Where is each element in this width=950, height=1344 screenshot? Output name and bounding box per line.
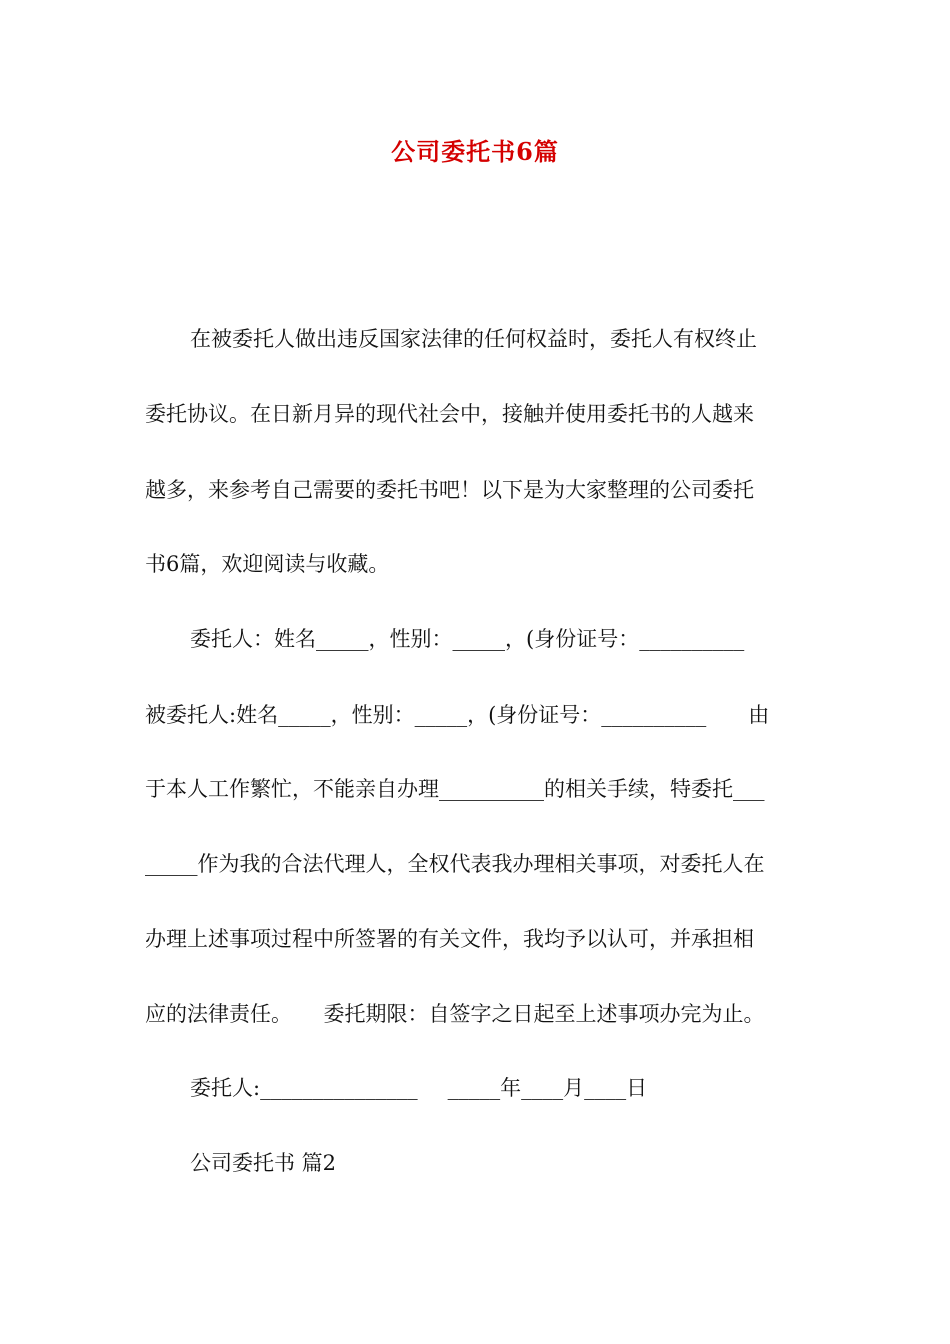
body-line-3: 于本人工作繁忙，不能亲自办理__________的相关手续，特委托___ [145,777,765,801]
body-line-6: 应的法律责任。 委托期限：自签字之日起至上述事项办完为止。 [145,1002,765,1026]
signature-line: 委托人:_______________ [190,1076,418,1100]
document-title: 公司委托书6篇 [391,137,559,166]
intro-line-1: 在被委托人做出违反国家法律的任何权益时，委托人有权终止 [190,327,757,351]
body-line-1: 委托人：姓名_____，性别：_____，(身份证号：__________ [190,627,745,651]
signature-row [190,1073,807,1103]
section-2-heading: 公司委托书 篇2 [190,1151,337,1175]
intro-line-3: 越多，来参考自己需要的委托书吧！以下是为大家整理的公司委托 [145,478,754,502]
body-line-5: 办理上述事项过程中所签署的有关文件，我均予以认可，并承担相 [145,927,754,951]
intro-line-2: 委托协议。在日新月异的现代社会中，接触并使用委托书的人越来 [145,402,754,426]
intro-line-4: 书6篇，欢迎阅读与收藏。 [145,552,390,576]
body-line-4: _____作为我的合法代理人，全权代表我办理相关事项，对委托人在 [145,852,765,876]
body-line-2: 被委托人:姓名_____，性别：_____，(身份证号：__________ 由 [145,703,770,727]
date-line: _____年____月____日 [447,1076,648,1100]
